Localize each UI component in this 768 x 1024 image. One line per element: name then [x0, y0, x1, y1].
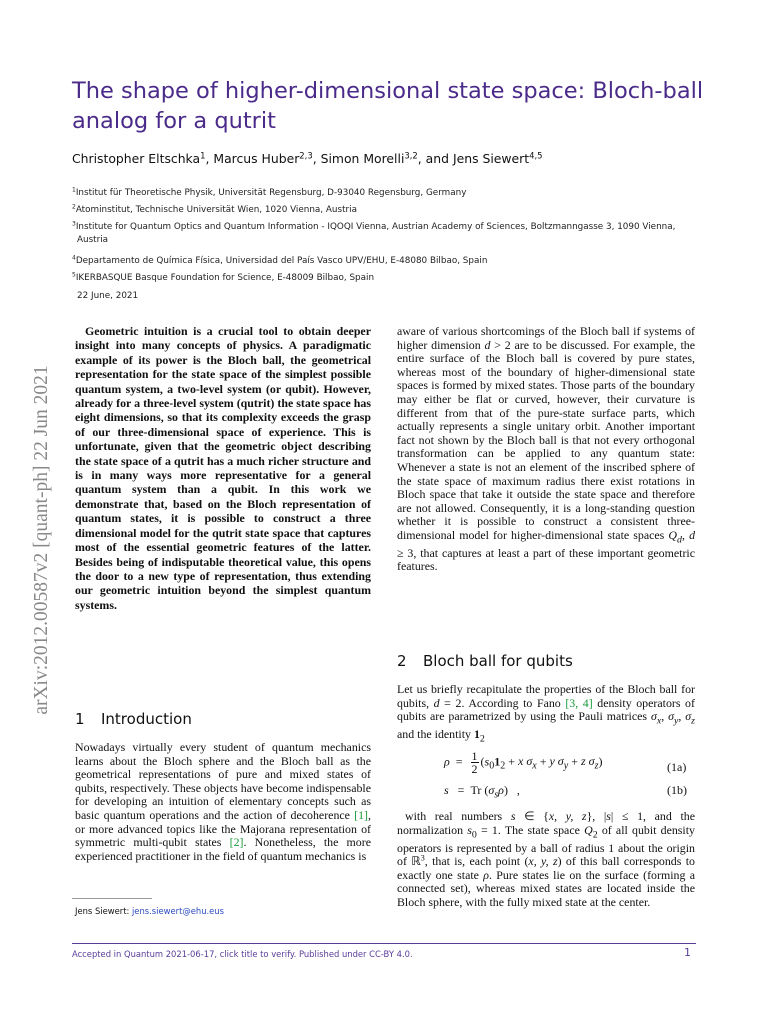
text-run: . The state space: [497, 822, 585, 837]
author-name: Simon Morelli: [320, 151, 405, 166]
affiliation-text: Departamento de Química Física, Universidad del País Vasco UPV/EHU, E-48080 Bilbao, Spain: [75, 256, 488, 266]
text-run: aware of various shortcomings of the Bloch ball if systems of higher dimension: [397, 324, 695, 352]
bloch-paragraph: Let us briefly recapitulate the properties of the Bloch ball for qubits, d = 2. According to Fano [3, 4] density operators of qubits are parametrized by using the Pauli matrices $\sigma_x$, $\sigma_y$, $\sigma_z$ and the identity $1_2$: [397, 682, 696, 745]
affiliation-text-cont: Austria: [77, 235, 109, 245]
citation-link[interactable]: [2]: [229, 835, 244, 850]
text-run: of this ball corresponds to exactly one state: [397, 854, 695, 882]
citation-link[interactable]: [1]: [354, 807, 369, 822]
footnote-rule: [72, 898, 152, 899]
author-name: Marcus Huber: [213, 151, 300, 166]
author-separator: , and: [417, 151, 453, 166]
author-affil-sup: 3,2: [404, 150, 418, 161]
affiliation-number: 4: [72, 254, 76, 262]
email-link[interactable]: jens.siewert@ehu.eus: [131, 906, 224, 916]
text-run: Let us briefly recapitulate the properties of the Bloch ball for qubits,: [397, 682, 695, 710]
arxiv-stamp: arXiv:2012.00587v2 [quant-ph] 22 Jun 2021: [31, 365, 52, 715]
section-number: 2: [397, 652, 407, 670]
affiliation-number: 3: [72, 220, 76, 228]
text-run: Nowadays virtually every student of quantum mechanics learns about the Bloch sphere and the Bloch ball as the geometrical representations of pure and mixed states of qubits, respectively. These objects have become indispensable for developing an intuition of elementary concepts such as basic quantum operations and the action of decoherence: [75, 740, 371, 822]
text-run: . According to Fano: [461, 695, 566, 710]
section-heading-introduction: [75, 710, 192, 728]
math-inline: d: [484, 337, 491, 352]
text-run: are to be discussed. For example, the entire surface of the Bloch ball is covered by pure states, whereas most of the boundary of higher-dimensional state spaces is formed by mixed states. Those parts of the boundary may either be flat or curved, however, their curvature is different from that of the pure-state surface parts, which actually represents a single unitary orbit. Another important fact not shown by the Bloch ball is that not every orthogonal transformation can be applied to any quantum state: Whenever a state is not an element of the inscribed sphere of the state space of maximum radius there exist rotations in Bloch space that take it outside the state space and therefore are not allowed. Consequently, it is a long-standing question whether it is possible to construct a consistent three-dimensional model for higher-dimensional state spaces: [397, 337, 695, 542]
corresponding-author-footnote: [75, 906, 224, 916]
author-list: [72, 151, 543, 166]
affiliation-text: Atominstitut, Technische Universität Wien, 1020 Vienna, Austria: [75, 205, 357, 215]
equation-1a: ρ = $\frac{1}{2}$ ($s_01_2 + x$ $\sigma_x + y$ $\sigma_y + z$ $\sigma_z$): [444, 749, 603, 776]
math-inline: 1: [473, 727, 480, 742]
math-inline: s: [510, 809, 516, 823]
affiliation-text: IKERBASQUE Basque Foundation for Science, E-48009 Bilbao, Spain: [75, 273, 375, 283]
equation-label: (1a): [667, 760, 687, 774]
affiliation-text: Institut für Theoretische Physik, Universität Regensburg, D-93040 Regensburg, Germany: [75, 188, 467, 198]
math-inline: d: [689, 527, 696, 542]
equation-label: (1b): [667, 783, 687, 797]
section-title: Bloch ball for qubits: [423, 652, 573, 670]
text-run: of all qubit density operators is represented by a ball of radius 1 about the origin of: [397, 822, 695, 869]
right-column-paragraph: aware of various shortcomings of the Bloch ball if systems of higher dimension d > 2 are to be discussed. For example, the entire surface of the Bloch ball is covered by pure states, whereas most of the boundary of higher-dimensional state spaces is formed by mixed states. Those parts of the boundary may either be flat or curved, however, their curvature is different from that of the pure-state surface parts, which actually represents a single unitary orbit. Another important fact not shown by the Bloch ball is that not every orthogonal transformation can be applied to any quantum state: Whenever a state is not an element of the inscribed sphere of the state space of maximum radius there exist rotations in Bloch space that take it outside the state space and therefore are not allowed. Consequently, it is a long-standing question whether it is possible to construct a consistent three-dimensional model for higher-dimensional state spaces $Q_d$, d ≥ 3, that captures at least a part of these important geometric features.: [397, 324, 696, 574]
math-inline: ρ: [483, 867, 489, 882]
section-title: Introduction: [101, 710, 192, 728]
affiliation-4: [72, 255, 487, 268]
author-name: Christopher Eltschka: [72, 151, 201, 166]
section-heading-bloch-ball: [397, 652, 573, 670]
citation-link[interactable]: [3, 4]: [565, 695, 593, 710]
section-number: 1: [75, 710, 85, 728]
affiliation-number: 1: [72, 186, 76, 194]
author-affil-sup: 1: [200, 150, 206, 161]
affiliation-number: 2: [72, 203, 76, 211]
author-affil-sup: 4,5: [529, 150, 543, 161]
footnote-prefix: Jens Siewert:: [75, 906, 132, 916]
accepted-line[interactable]: Accepted in Quantum 2021-06-17, click title to verify. Published under CC-BY 4.0.: [72, 949, 413, 959]
text-run: , and the normalization: [397, 809, 695, 837]
math-inline: $\sigma_x$, $\sigma_y$, $\sigma_z$: [650, 709, 696, 727]
text-run: , that is, each point: [424, 854, 525, 869]
publication-date: 22 June, 2021: [77, 291, 139, 301]
footer-rule: [72, 943, 696, 944]
page-number: 1: [684, 946, 691, 959]
text-run: with real numbers: [405, 809, 511, 823]
abstract: Geometric intuition is a crucial tool to obtain deeper insight into many concepts of physics. A paradigmatic example of its power is the Bloch ball, the geometrical representation for the state space of the simplest possible quantum system, a two-level system (or qubit). However, already for a three-level system (qutrit) the state space has eight dimensions, so that its complexity exceeds the grasp of our three-dimensional space of experience. This is unfortunate, given that the geometric object describing the state space of a qutrit has a much richer structure and is in many ways more representative for a general quantum system than a qubit. In this work we demonstrate that, based on the Bloch representation of quantum states, it is possible to construct a three dimensional model for the qutrit state space that captures most of the essential geometric features of the latter. Besides being of indisputable theoretical value, this opens the door to a new type of representation, thus extending our geometric intuition beyond the simplest quantum systems.: [75, 324, 371, 612]
math-inline: d: [433, 695, 440, 710]
author-separator: ,: [205, 151, 214, 166]
text-run: , that captures at least a part of these important geometric features.: [397, 545, 695, 574]
paper-title[interactable]: The shape of higher-dimensional state space: Bloch-ball analog for a qutrit: [72, 78, 704, 134]
after-equation-paragraph: with real numbers s ∈ {x, y, z}, |s| ≤ 1, and the normalization $s_0 = 1$. The state space $Q_2$ of all qubit density operators is represented by a ball of radius 1 about the origin of ℝ$^3$, that is, each point (x, y, z) of this ball corresponds to exactly one state ρ. Pure states lie on the surface (forming a connected set), whereas mixed states are located inside the Bloch sphere, with the fully mixed state at the center.: [397, 809, 695, 909]
affiliation-number: 5: [72, 271, 76, 279]
affiliation-1: [72, 187, 466, 200]
author-separator: ,: [312, 151, 321, 166]
text-run: . Pure states lie on the surface (forming a connected set), whereas mixed states are located inside the Bloch sphere, with the fully mixed state at the center.: [397, 867, 695, 909]
author-affil-sup: 2,3: [299, 150, 313, 161]
author-name: Jens Siewert: [452, 151, 530, 166]
affiliation-2: [72, 204, 357, 217]
text-run: density operators of qubits are parametrized by using the Pauli matrices: [397, 695, 695, 724]
affiliation-text: Institute for Quantum Optics and Quantum Information - IQOQI Vienna, Austrian Academy of Sciences, Boltzmanngasse 3, 1090 Vienna,: [75, 222, 676, 232]
math-inline: $Q_d$: [668, 527, 682, 546]
affiliation-3: [72, 221, 702, 247]
text-run: ,: [592, 809, 604, 823]
text-run: and the identity: [397, 727, 474, 742]
equation-1b: s = Tr $(\sigma_s\rho)$ ,: [444, 783, 520, 801]
math-inline: s: [467, 822, 472, 837]
text-run: . Nonetheless, the more experienced practitioner in the field of quantum mechanics is: [75, 835, 371, 863]
intro-paragraph: [75, 741, 371, 863]
math-inline: Q: [584, 822, 593, 837]
text-run: , or more advanced topics like the Majorana representation of symmetric multi-qubit states: [75, 807, 371, 850]
affiliation-5: [72, 272, 374, 285]
